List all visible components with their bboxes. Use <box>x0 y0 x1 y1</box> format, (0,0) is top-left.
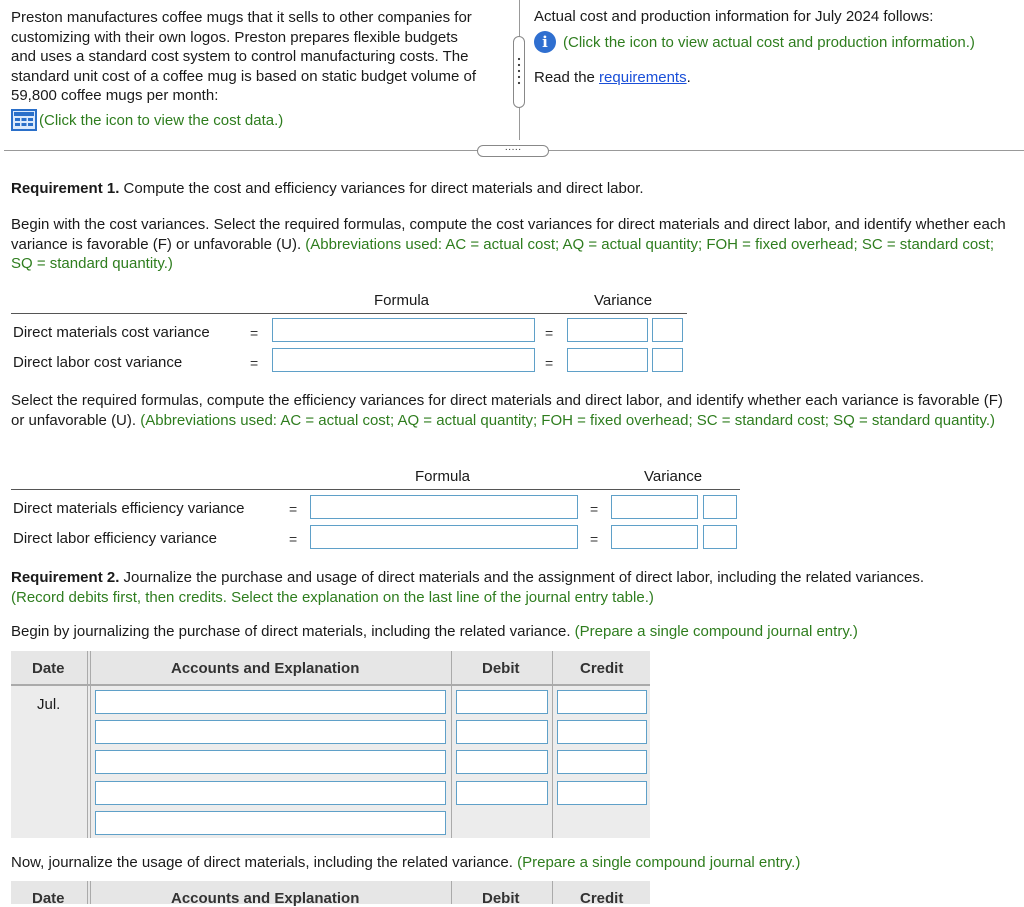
vertical-splitter-handle[interactable] <box>513 36 525 108</box>
table-grid-icon[interactable] <box>11 109 37 131</box>
splitter-dots: ····· <box>504 144 522 155</box>
equals-sign: = <box>250 355 259 371</box>
table1-variance-header: Variance <box>594 292 653 309</box>
req2-title-bold: Requirement 2. <box>11 569 120 586</box>
dl-cost-variance-label: Direct labor cost variance <box>13 354 183 371</box>
journal-explanation-input[interactable] <box>95 811 446 835</box>
dl-cost-formula-input[interactable] <box>272 348 535 372</box>
table1-formula-header: Formula <box>374 292 430 309</box>
usage-text: Now, journalize the usage of direct materials, including the related variance. <box>11 854 513 871</box>
usage-compound-note: (Prepare a single compound journal entry.) <box>517 854 801 871</box>
actual-info-text: Actual cost and production information for July 2024 follows: <box>534 8 934 25</box>
dl-cost-fu-select[interactable] <box>652 348 683 372</box>
purchase-instructions <box>11 623 858 640</box>
efficiency-abbreviations: (Abbreviations used: AC = actual cost; AQ = actual quantity; FOH = fixed overhead; SC = standard cost; SQ = standard quantity.) <box>140 411 995 429</box>
column-divider <box>87 651 88 838</box>
dm-cost-variance-label: Direct materials cost variance <box>13 324 210 341</box>
dl-efficiency-formula-input[interactable] <box>310 525 578 549</box>
column-divider <box>552 881 553 904</box>
table2-formula-header: Formula <box>415 468 471 485</box>
journal-debit-input[interactable] <box>456 690 548 714</box>
dm-efficiency-variance-label: Direct materials efficiency variance <box>13 500 245 517</box>
req1-title-bold: Requirement 1. <box>11 180 120 197</box>
purchase-compound-note: (Prepare a single compound journal entry.) <box>574 623 858 640</box>
equals-sign: = <box>590 531 599 547</box>
table2-variance-header: Variance <box>644 468 703 485</box>
journal2-debit-header: Debit <box>482 890 520 907</box>
equals-sign: = <box>289 531 298 547</box>
dm-cost-formula-input[interactable] <box>272 318 535 342</box>
equals-sign: = <box>289 501 298 517</box>
cost-abbreviations: (Abbreviations used: AC = actual cost; AQ = actual quantity; FOH = fixed overhead; SC = standard cost; SQ = standard quantity.) <box>11 235 995 272</box>
journal-account-input[interactable] <box>95 720 446 744</box>
equals-sign: = <box>590 501 599 517</box>
read-period: . <box>686 69 691 86</box>
intro-line: and uses a standard cost system to control manufacturing costs. The <box>11 48 469 65</box>
dl-cost-variance-input[interactable] <box>567 348 648 372</box>
dm-cost-fu-select[interactable] <box>652 318 683 342</box>
intro-line: 59,800 coffee mugs per month: <box>11 87 219 104</box>
dl-efficiency-variance-input[interactable] <box>611 525 698 549</box>
dm-efficiency-variance-input[interactable] <box>611 495 698 519</box>
cost-data-row[interactable] <box>11 108 283 132</box>
column-divider <box>552 651 553 838</box>
journal-account-input[interactable] <box>95 690 446 714</box>
dl-efficiency-variance-label: Direct labor efficiency variance <box>13 530 217 547</box>
dm-efficiency-formula-input[interactable] <box>310 495 578 519</box>
dm-cost-variance-input[interactable] <box>567 318 648 342</box>
column-divider <box>451 651 452 838</box>
read-the-text: Read the <box>534 69 600 86</box>
info-icon[interactable]: i <box>534 31 556 53</box>
journal2-credit-header: Credit <box>580 890 624 907</box>
efficiency-instructions-text: Select the required formulas, compute the efficiency variances for direct materials and direct labor, and identify whether each variance is favorable (F) or unfavorable (U). <box>11 392 1003 429</box>
req2-title <box>11 568 1016 607</box>
req2-instructions: (Record debits first, then credits. Select the explanation on the last line of the journal entry table.) <box>11 588 654 606</box>
journal-accounts-header: Accounts and Explanation <box>171 660 360 677</box>
journal2-accounts-header: Accounts and Explanation <box>171 890 360 907</box>
horizontal-splitter-handle[interactable] <box>477 145 549 157</box>
column-divider <box>87 881 88 904</box>
req2-title-rest: Journalize the purchase and usage of direct materials and the assignment of direct labor, including the related variances. <box>119 569 925 586</box>
table2-header-rule <box>11 489 740 490</box>
actual-info-row[interactable] <box>534 31 975 53</box>
usage-instructions <box>11 854 800 871</box>
journal-debit-header: Debit <box>482 660 520 677</box>
journal-credit-input[interactable] <box>557 781 647 805</box>
cost-data-link[interactable]: (Click the icon to view the cost data.) <box>39 111 284 129</box>
journal-debit-input[interactable] <box>456 750 548 774</box>
journal-debit-input[interactable] <box>456 720 548 744</box>
intro-line: customizing with their own logos. Preston prepares flexible budgets <box>11 28 458 46</box>
cost-instructions-text: Begin with the cost variances. Select the required formulas, compute the cost variances for direct materials and direct labor, and identify whether each variance is favorable (F) or unfavorable (U). <box>11 216 1006 253</box>
column-divider <box>451 881 452 904</box>
journal-credit-input[interactable] <box>557 720 647 744</box>
requirements-link[interactable]: requirements <box>599 69 687 86</box>
journal2-date-header: Date <box>32 890 65 907</box>
journal-account-input[interactable] <box>95 750 446 774</box>
intro-line: standard unit cost of a coffee mug is based on static budget volume of <box>11 67 477 85</box>
journal-credit-header: Credit <box>580 660 624 677</box>
journal-date-header: Date <box>32 660 65 677</box>
read-requirements <box>534 69 691 86</box>
journal-debit-input[interactable] <box>456 781 548 805</box>
journal-account-input[interactable] <box>95 781 446 805</box>
dm-efficiency-fu-select[interactable] <box>703 495 737 519</box>
req1-title-rest: Compute the cost and efficiency variances for direct materials and direct labor. <box>119 180 644 197</box>
journal-credit-input[interactable] <box>557 750 647 774</box>
equals-sign: = <box>250 325 259 341</box>
actual-info-link[interactable]: (Click the icon to view actual cost and production information.) <box>563 33 975 51</box>
journal-credit-input[interactable] <box>557 690 647 714</box>
dl-efficiency-fu-select[interactable] <box>703 525 737 549</box>
req1-efficiency-instructions <box>11 391 1016 430</box>
equals-sign: = <box>545 355 554 371</box>
intro-text <box>11 8 511 106</box>
journal-month: Jul. <box>37 696 61 713</box>
equals-sign: = <box>545 325 554 341</box>
req1-cost-instructions <box>11 215 1016 274</box>
req1-title <box>11 180 644 197</box>
table1-header-rule <box>11 313 687 314</box>
column-divider <box>90 881 91 904</box>
purchase-text: Begin by journalizing the purchase of direct materials, including the related variance. <box>11 623 571 640</box>
intro-line: Preston manufactures coffee mugs that it sells to other companies for <box>11 9 472 26</box>
column-divider <box>90 651 91 838</box>
